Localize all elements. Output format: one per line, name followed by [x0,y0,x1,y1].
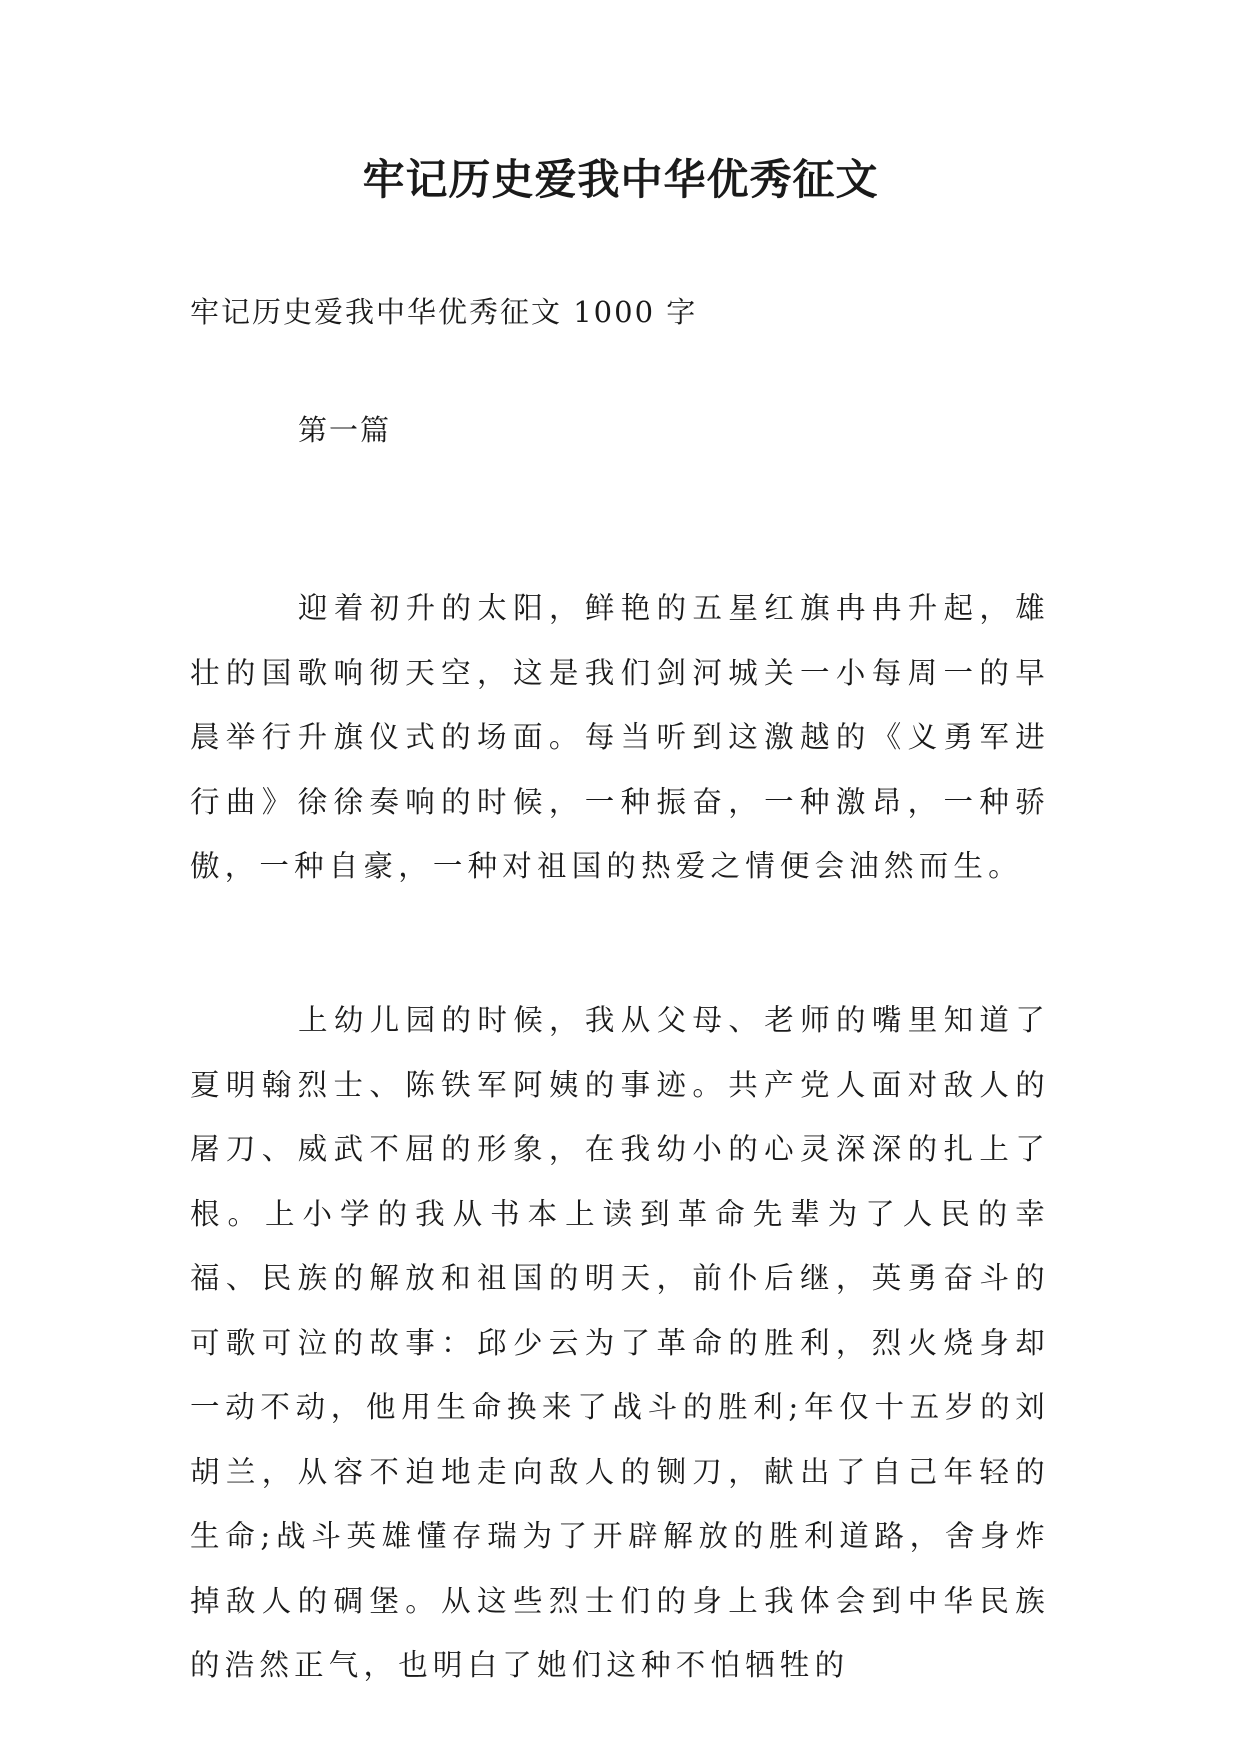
section-heading: 第一篇 [298,413,392,447]
body-paragraph-1: 迎着初升的太阳，鲜艳的五星红旗冉冉升起，雄壮的国歌响彻天空，这是我们剑河城关一小每周一的早晨举行升旗仪式的场面。每当听到这激越的《义勇军进行曲》徐徐奏响的时候，一种振奋，一种激昂，一种骄傲，一种自豪，一种对祖国的热爱之情便会油然而生。 [190,591,1050,883]
body-paragraph-2: 上幼儿园的时候，我从父母、老师的嘴里知道了夏明翰烈士、陈铁军阿姨的事迹。共产党人面对敌人的屠刀、威武不屈的形象，在我幼小的心灵深深的扎上了根。上小学的我从书本上读到革命先辈为了人民的幸福、民族的解放和祖国的明天，前仆后继，英勇奋斗的可歌可泣的故事：邱少云为了革命的胜利，烈火烧身却一动不动，他用生命换来了战斗的胜利;年仅十五岁的刘胡兰，从容不迫地走向敌人的铡刀，献出了自己年轻的生命;战斗英雄懂存瑞为了开辟解放的胜利道路，舍身炸掉敌人的碉堡。从这些烈士们的身上我体会到中华民族的浩然正气，也明白了她们这种不怕牺牲的 [190,1003,1050,1682]
document-subtitle: 牢记历史爱我中华优秀征文 1000 字 [190,295,698,329]
document-title: 牢记历史爱我中华优秀征文 [362,155,879,204]
